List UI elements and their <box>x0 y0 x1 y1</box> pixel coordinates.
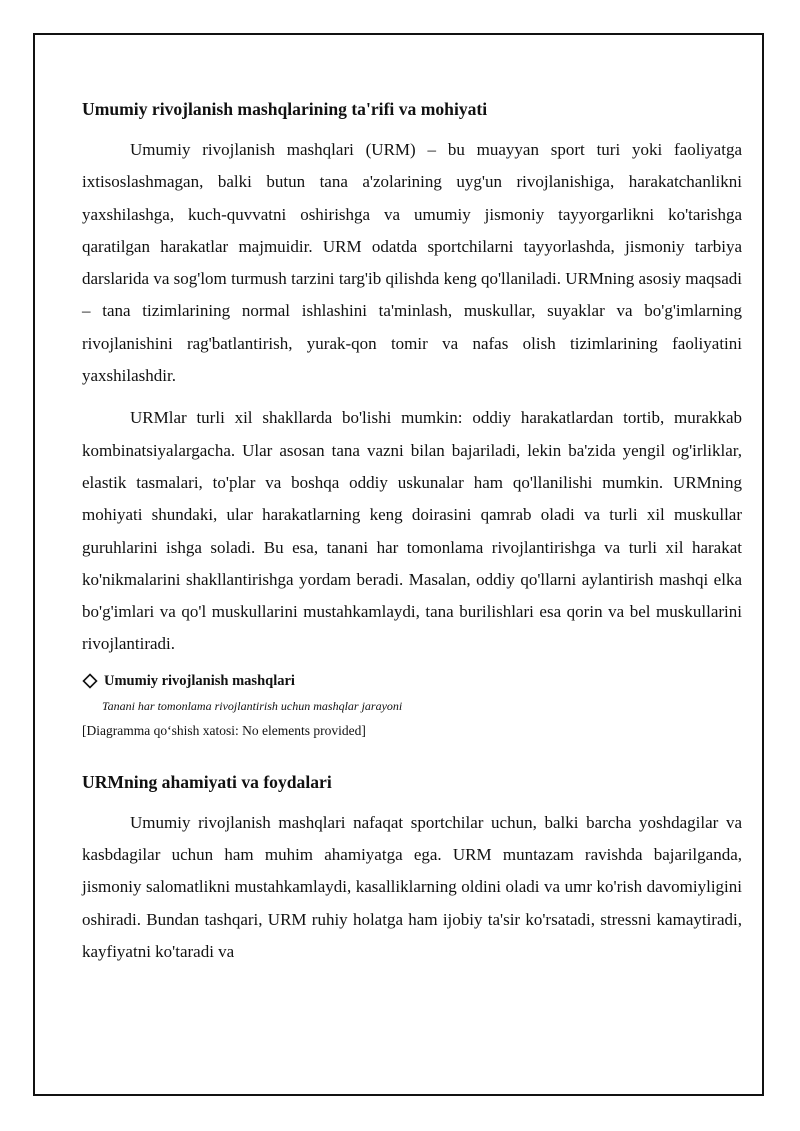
diagram-title: Umumiy rivojlanish mashqlari <box>104 672 295 689</box>
diagram-error-message: [Diagramma qo‘shish xatosi: No elements provided] <box>82 722 366 738</box>
paragraph: Umumiy rivojlanish mashqlari nafaqat sportchilar uchun, balki barcha yoshdagilar va kasbdagilar uchun ham muhim ahamiyatga ega. URM muntazam ravishda bajarilganda, jismoniy salomatlikni mustahkamlaydi, kasalliklarning oldini oladi va umr ko'rish davomiyligini oshiradi. Bundan tashqari, URM ruhiy holatga ham ijobiy ta'sir ko'rsatadi, stressni kamaytiradi, kayfiyatni ko'taradi va <box>82 812 742 961</box>
section-heading-definition: Umumiy rivojlanish mashqlarining ta'rifi va mohiyati <box>82 99 488 119</box>
section-heading-importance: URMning ahamiyati va foydalari <box>82 771 332 792</box>
diamond-icon <box>82 673 98 689</box>
paragraph: Umumiy rivojlanish mashqlari (URM) – bu muayyan sport turi yoki faoliyatga ixtisoslashmagan, balki butun tana a'zolarining uyg'un rivojlanishiga, harakatchanlikni yaxshilashga, kuch-quvvatni oshirishga va umumiy jismoniy tayyorgarlikni ko'tarishga qaratilgan harakatlar majmuidir. URM odatda sportchilarni tayyorlashda, jismoniy tarbiya darslarida va sog'lom turmush tarzini targ'ib qilishda keng qo'llaniladi. URMning asosiy maqsadi – tana tizimlarining normal ishlashini ta'minlash, muskullar, suyaklar va bo'g'imlarning rivojlanishini rag'batlantirish, yurak-qon tomir va nafas olish tizimlarining faoliyatini yaxshilashdir. <box>82 140 742 386</box>
section-importance <box>82 771 742 968</box>
document-content <box>82 98 742 978</box>
paragraph: URMlar turli xil shakllarda bo'lishi mumkin: oddiy harakatlardan tortib, murakkab kombinatsiyalargacha. Ular asosan tana vazni bilan bajariladi, lekin ba'zida yengil og'irliklar, elastik tasmalari, to'plar va boshqa oddiy uskunalar ham qo'llanilishi mumkin. URMning mohiyati shundaki, ular harakatlarning keng doirasini qamrab oladi va turli xil muskullar guruhlarini ishga soladi. Bu esa, tanani har tomonlama rivojlantirishga va turli xil harakat ko'nikmalarini shakllantirishga yordam beradi. Masalan, oddiy qo'llarni aylantirish mashqi elka bo'g'imlari va qo'l muskullarini mustahkamlaydi, tana burilishlari esa qorin va bel muskullarini rivojlantiradi. <box>82 408 742 654</box>
diagram-subtitle: Tanani har tomonlama rivojlantirish uchun mashqlar jarayoni <box>102 698 403 713</box>
diagram-block <box>82 671 742 741</box>
diagram-title-row <box>82 671 742 691</box>
